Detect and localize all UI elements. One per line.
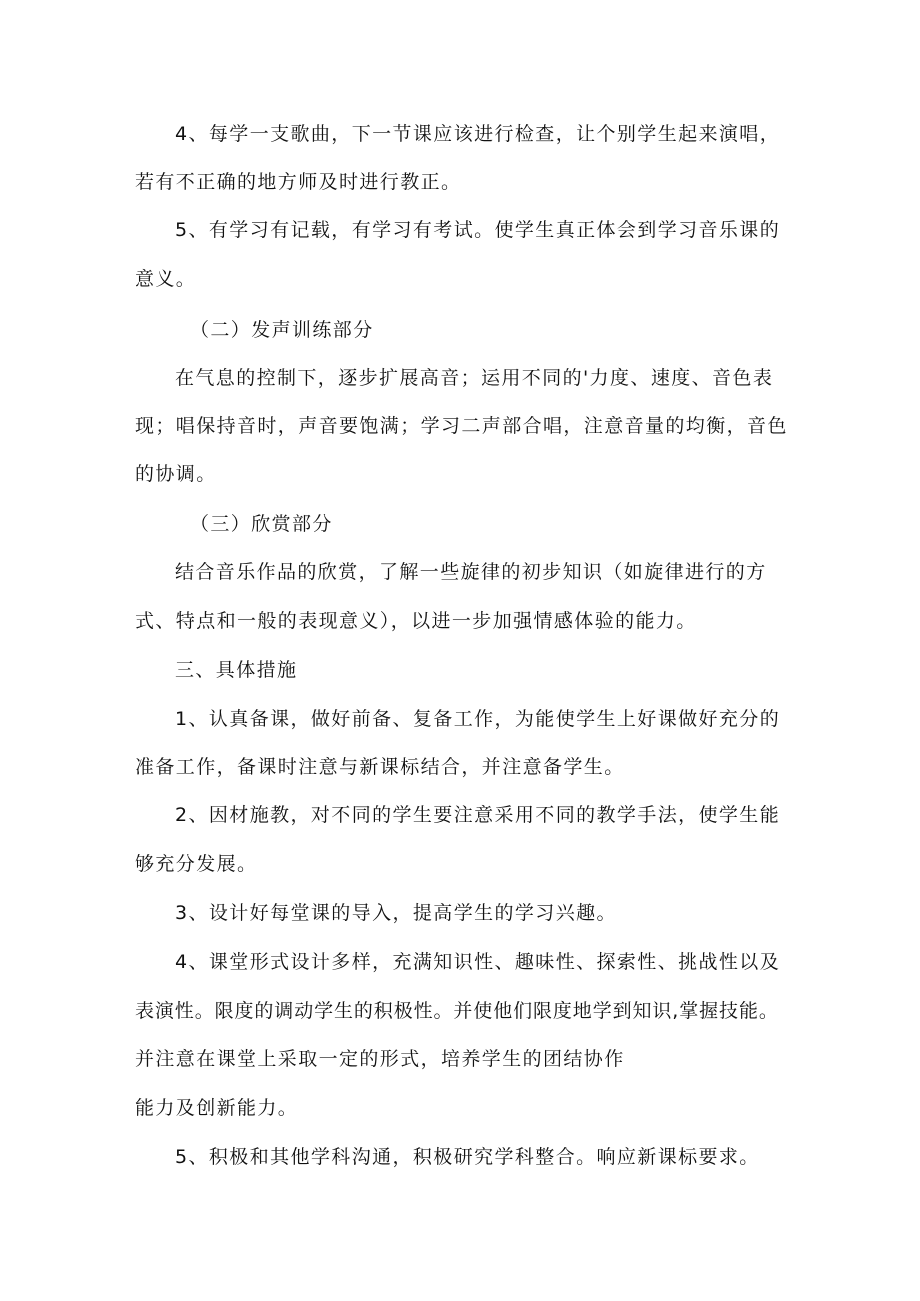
text-line: 若有不正确的地方师及时进行教正。	[135, 171, 462, 193]
text-line: 能力及创新能力。	[135, 1097, 299, 1119]
text-line: 够充分发展。	[135, 853, 258, 875]
text-line: 4、课堂形式设计多样，充满知识性、趣味性、探索性、挑战性以及	[175, 951, 781, 973]
text-line: 2、因材施教，对不同的学生要注意采用不同的教学手法，使学生能	[175, 804, 781, 826]
text-line: 并注意在课堂上采取一定的形式，培养学生的团结协作	[135, 1048, 625, 1070]
text-line: 3、设计好每堂课的导入，提高学生的学习兴趣。	[175, 902, 617, 924]
text-line: 意义。	[135, 268, 197, 290]
text-line: 式、特点和一般的表现意义），以进一步加强情感体验的能力。	[135, 610, 697, 632]
text-line: 5、积极和其他学科沟通，积极研究学科整合。响应新课标要求。	[175, 1146, 760, 1168]
section-heading: （三）欣赏部分	[190, 513, 333, 535]
text-line: 结合音乐作品的欣赏，了解一些旋律的初步知识（如旋律进行的方	[175, 561, 767, 583]
text-line: 表演性。限度的调动学生的积极性。并使他们限度地学到知识,掌握技能。	[135, 1000, 779, 1022]
text-line: 准备工作，备课时注意与新课标结合，并注意备学生。	[135, 756, 625, 778]
text-line: 现；唱保持音时，声音要饱满；学习二声部合唱，注意音量的均衡，音色	[135, 415, 788, 437]
text-line: 的协调。	[135, 463, 217, 485]
text-line: 在气息的控制下，逐步扩展高音；运用不同的'力度、速度、音色表	[175, 367, 774, 389]
text-line: 1、认真备课，做好前备、复备工作，为能使学生上好课做好充分的	[175, 708, 781, 730]
section-heading: 三、具体措施	[175, 659, 298, 681]
section-heading: （二）发声训练部分	[190, 319, 374, 341]
text-line: 4、每学一支歌曲，下一节课应该进行检查，让个别学生起来演唱，	[175, 123, 781, 145]
text-line: 5、有学习有记载，有学习有考试。使学生真正体会到学习音乐课的	[175, 219, 781, 241]
